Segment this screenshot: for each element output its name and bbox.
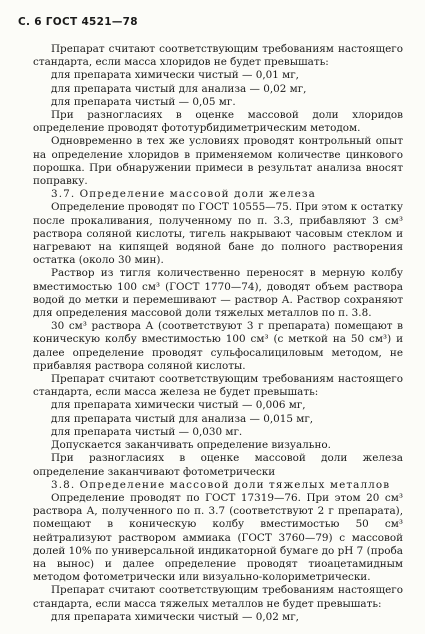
paragraph: При разногласиях в оценке массовой доли железа определение заканчивают фотометрически — [33, 452, 403, 478]
list-item: для препарата химически чистый — 0,01 мг, — [51, 69, 299, 82]
paragraph: Раствор из тигля количественно переносят в мерную колбу вместимостью 100 см³ (ГОСТ 1770—74), доводят объем раствора водой до метки и перемешивают — раствор А. Раствор сохраняют для определения массовой доли тяжелых металлов по п. 3.8. — [33, 267, 403, 320]
document-body — [33, 43, 403, 624]
list-item: Допускается заканчивать определение визуально. — [51, 439, 331, 452]
list-item: для препарата чистый для анализа — 0,015 мг, — [51, 412, 314, 425]
list-item: для препарата химически чистый — 0,006 мг, — [51, 399, 306, 412]
list-item: для препарата чистый для анализа — 0,02 мг, — [51, 82, 307, 95]
paragraph: Препарат считают соответствующим требованиям настоящего стандарта, если масса тяжелых металлов не будет превышать: — [33, 584, 403, 610]
paragraph: Определение проводят по ГОСТ 10555—75. При этом к остатку после прокаливания, полученному по п. 3.3, прибавляют 3 см³ раствора соляной кислоты, тигель накрывают часовым стеклом и нагревают на кипящей водяной бане до полного растворения остатка (около 30 мин). — [33, 201, 403, 267]
paragraph: При разногласиях в оценке массовой доли хлоридов определение проводят фототурбидиметрическим методом. — [33, 109, 403, 135]
list-item: для препарата чистый — 0,05 мг. — [51, 95, 236, 108]
page-header: С. 6 ГОСТ 4521—78 — [18, 16, 138, 28]
section-heading: 3.7. Определение массовой доли железа — [51, 188, 316, 201]
paragraph: Препарат считают соответствующим требованиям настоящего стандарта, если масса хлоридов не будет превышать: — [33, 43, 403, 69]
paragraph: Препарат считают соответствующим требованиям настоящего стандарта, если масса железа не будет превышать: — [33, 373, 403, 399]
section-heading: 3.8. Определение массовой доли тяжелых металлов — [51, 478, 391, 491]
paragraph: Одновременно в тех же условиях проводят контрольный опыт на определение хлоридов в применяемом количестве цинкового порошка. При обнаружении примеси в результат анализа вносят поправку. — [33, 135, 403, 188]
paragraph: 30 см³ раствора А (соответствуют 3 г препарата) помещают в коническую колбу вместимостью 100 см³ (с меткой на 50 см³) и далее определение проводят сульфосалициловым методом, не прибавляя раствора соляной кислоты. — [33, 320, 403, 372]
list-item: для препарата химически чистый — 0,02 мг, — [51, 610, 299, 623]
list-item: для препарата чистый — 0,030 мг. — [51, 425, 243, 438]
paragraph: Определение проводят по ГОСТ 17319—76. При этом 20 см³ раствора А, полученного по п. 3.7 (соответствуют 2 г препарата), помещают в коническую колбу вместимостью 50 см³ нейтрализуют раствором аммиака (ГОСТ 3760—79) с массовой долей 10% по универсальной индикаторной бумаге до рН 7 (проба на вынос) и далее определение проводят тиоацетамидным методом фотометрически или визуально-колориметрически. — [33, 491, 403, 584]
